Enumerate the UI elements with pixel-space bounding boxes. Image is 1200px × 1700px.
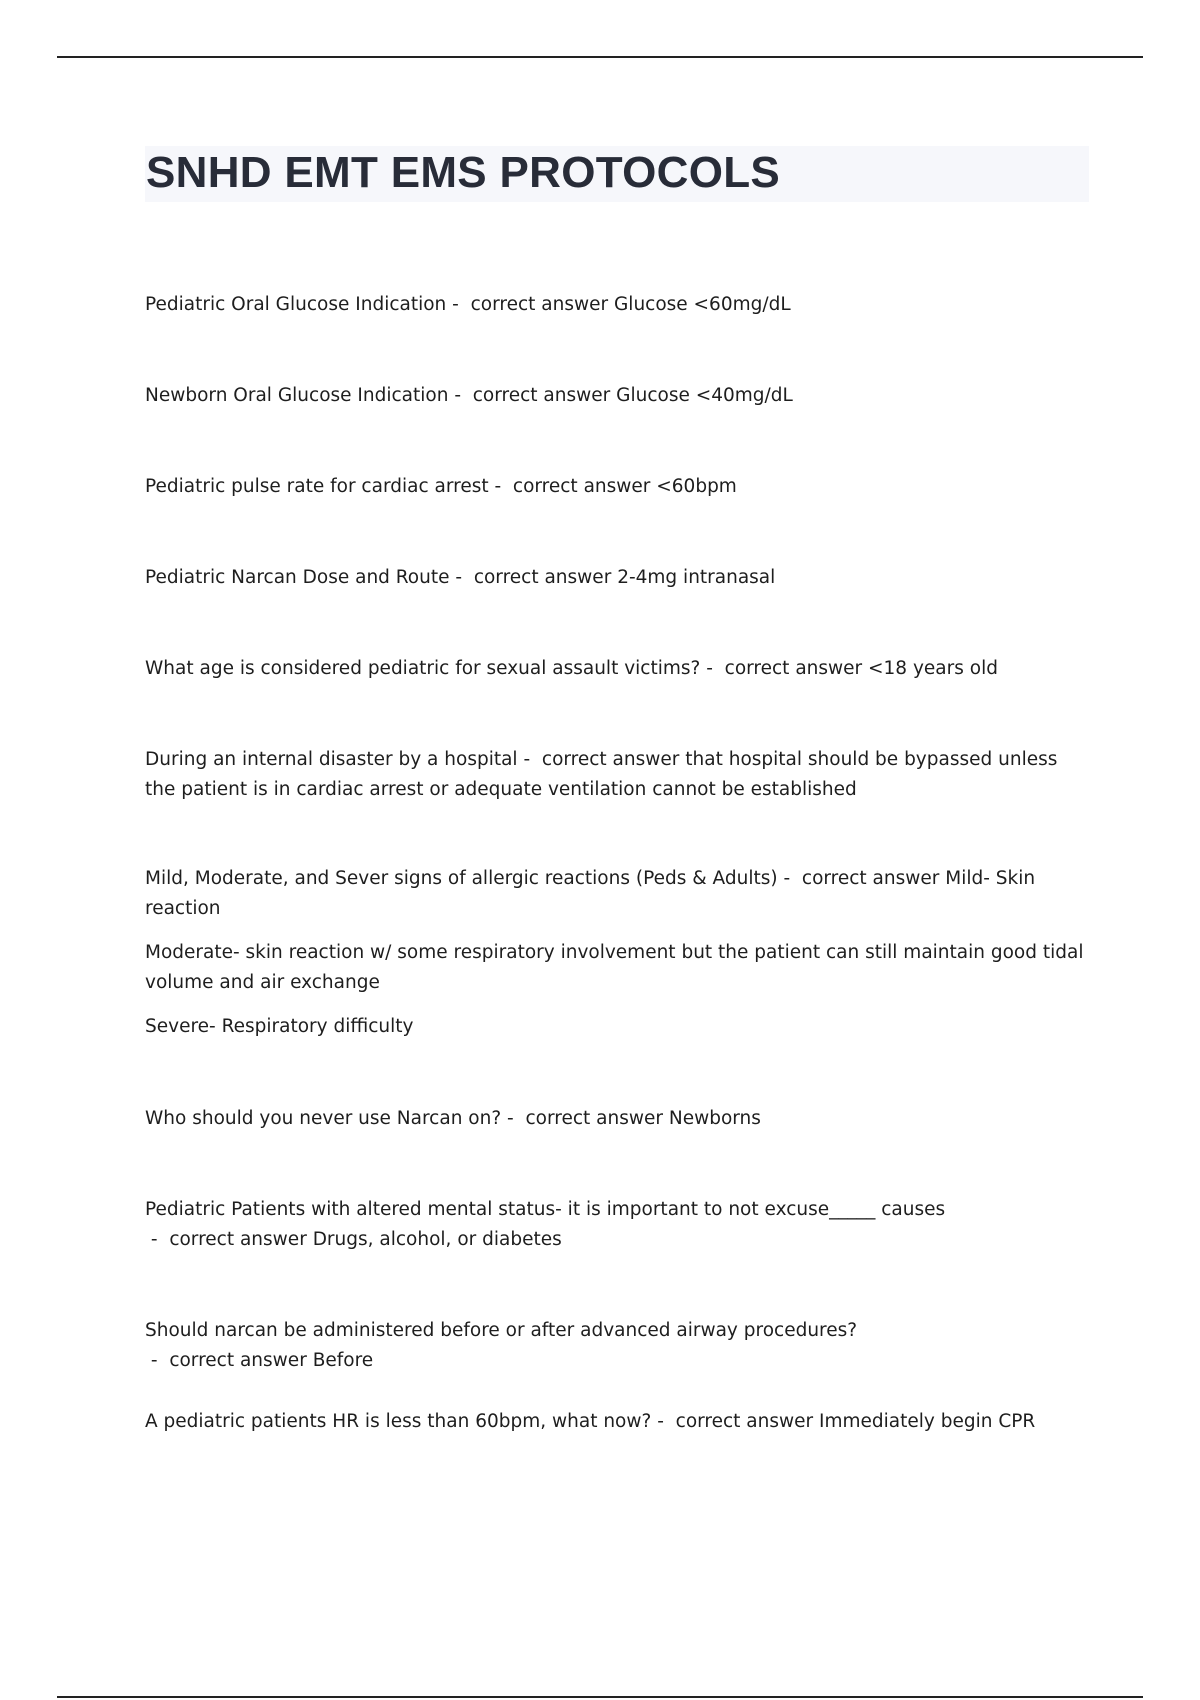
card-text	[145, 472, 1085, 502]
answer-separator: - correct answer	[777, 868, 946, 889]
card-question: Pediatric Narcan Dose and Route	[145, 567, 450, 588]
answer-separator: - correct answer	[651, 1411, 820, 1432]
card-text	[145, 563, 1085, 593]
card-text	[145, 1407, 1085, 1437]
answer-separator: - correct answer	[446, 294, 614, 315]
answer-separator: - correct answer	[700, 658, 869, 679]
card-text	[145, 290, 1085, 320]
answer-separator: - correct answer	[145, 1350, 313, 1371]
answer-separator: - correct answer	[448, 385, 617, 406]
card-answer-continued: Moderate- skin reaction w/ some respiratory involvement but the patient can still maintain good tidal volume and air exchange	[145, 942, 1084, 993]
footer-rule	[57, 1696, 1143, 1698]
card-text	[145, 654, 1085, 684]
card-answer-continued: Severe- Respiratory difficulty	[145, 1016, 414, 1037]
card-text	[145, 1104, 1085, 1134]
answer-separator: - correct answer	[449, 567, 618, 588]
flashcard	[145, 1104, 1085, 1134]
card-question: What age is considered pediatric for sexual assault victims?	[145, 658, 701, 679]
flashcard	[145, 864, 1085, 1042]
flashcard	[145, 1316, 1085, 1376]
card-answer: that hospital should be bypassed unless the patient is in cardiac arrest or adequate ventilation cannot be established	[145, 749, 1058, 800]
card-question: Pediatric Oral Glucose Indication	[145, 294, 447, 315]
card-question: Should narcan be administered before or after advanced airway procedures?	[145, 1320, 858, 1341]
card-question: Mild, Moderate, and Sever signs of allergic reactions (Peds & Adults)	[145, 868, 778, 889]
card-text	[145, 1316, 1085, 1376]
card-question: During an internal disaster by a hospital	[145, 749, 518, 770]
card-question: A pediatric patients HR is less than 60bpm, what now?	[145, 1411, 652, 1432]
flashcard	[145, 1195, 1085, 1255]
card-answer: Immediately begin CPR	[819, 1411, 1036, 1432]
flashcard	[145, 1407, 1085, 1437]
flashcard	[145, 472, 1085, 502]
card-answer: Newborns	[668, 1108, 761, 1129]
card-question: Newborn Oral Glucose Indication	[145, 385, 449, 406]
card-answer: Glucose <60mg/dL	[613, 294, 791, 315]
answer-separator: - correct answer	[145, 1229, 313, 1250]
card-answer: Before	[312, 1350, 374, 1371]
answer-separator: - correct answer	[488, 476, 657, 497]
card-text	[145, 864, 1085, 924]
flashcard	[145, 745, 1085, 805]
card-answer: <60bpm	[656, 476, 737, 497]
flashcard	[145, 654, 1085, 684]
card-answer: Glucose <40mg/dL	[616, 385, 793, 406]
card-answer: 2-4mg intranasal	[617, 567, 776, 588]
card-answer: <18 years old	[868, 658, 998, 679]
card-question: Pediatric pulse rate for cardiac arrest	[145, 476, 489, 497]
card-text	[145, 1195, 1085, 1255]
flashcard	[145, 381, 1085, 411]
flashcard	[145, 563, 1085, 593]
flashcard	[145, 290, 1085, 320]
answer-separator: - correct answer	[517, 749, 686, 770]
card-answer: Mild- Skin reaction	[145, 868, 1036, 919]
header-rule	[57, 56, 1143, 58]
card-question: Who should you never use Narcan on?	[145, 1108, 502, 1129]
page-title: SNHD EMT EMS PROTOCOLS	[146, 148, 781, 197]
card-answer: Drugs, alcohol, or diabetes	[312, 1229, 562, 1250]
answer-separator: - correct answer	[501, 1108, 669, 1129]
card-text	[145, 381, 1085, 411]
card-question: Pediatric Patients with altered mental status- it is important to not excuse_____ causes	[145, 1199, 946, 1220]
card-text	[145, 745, 1085, 805]
